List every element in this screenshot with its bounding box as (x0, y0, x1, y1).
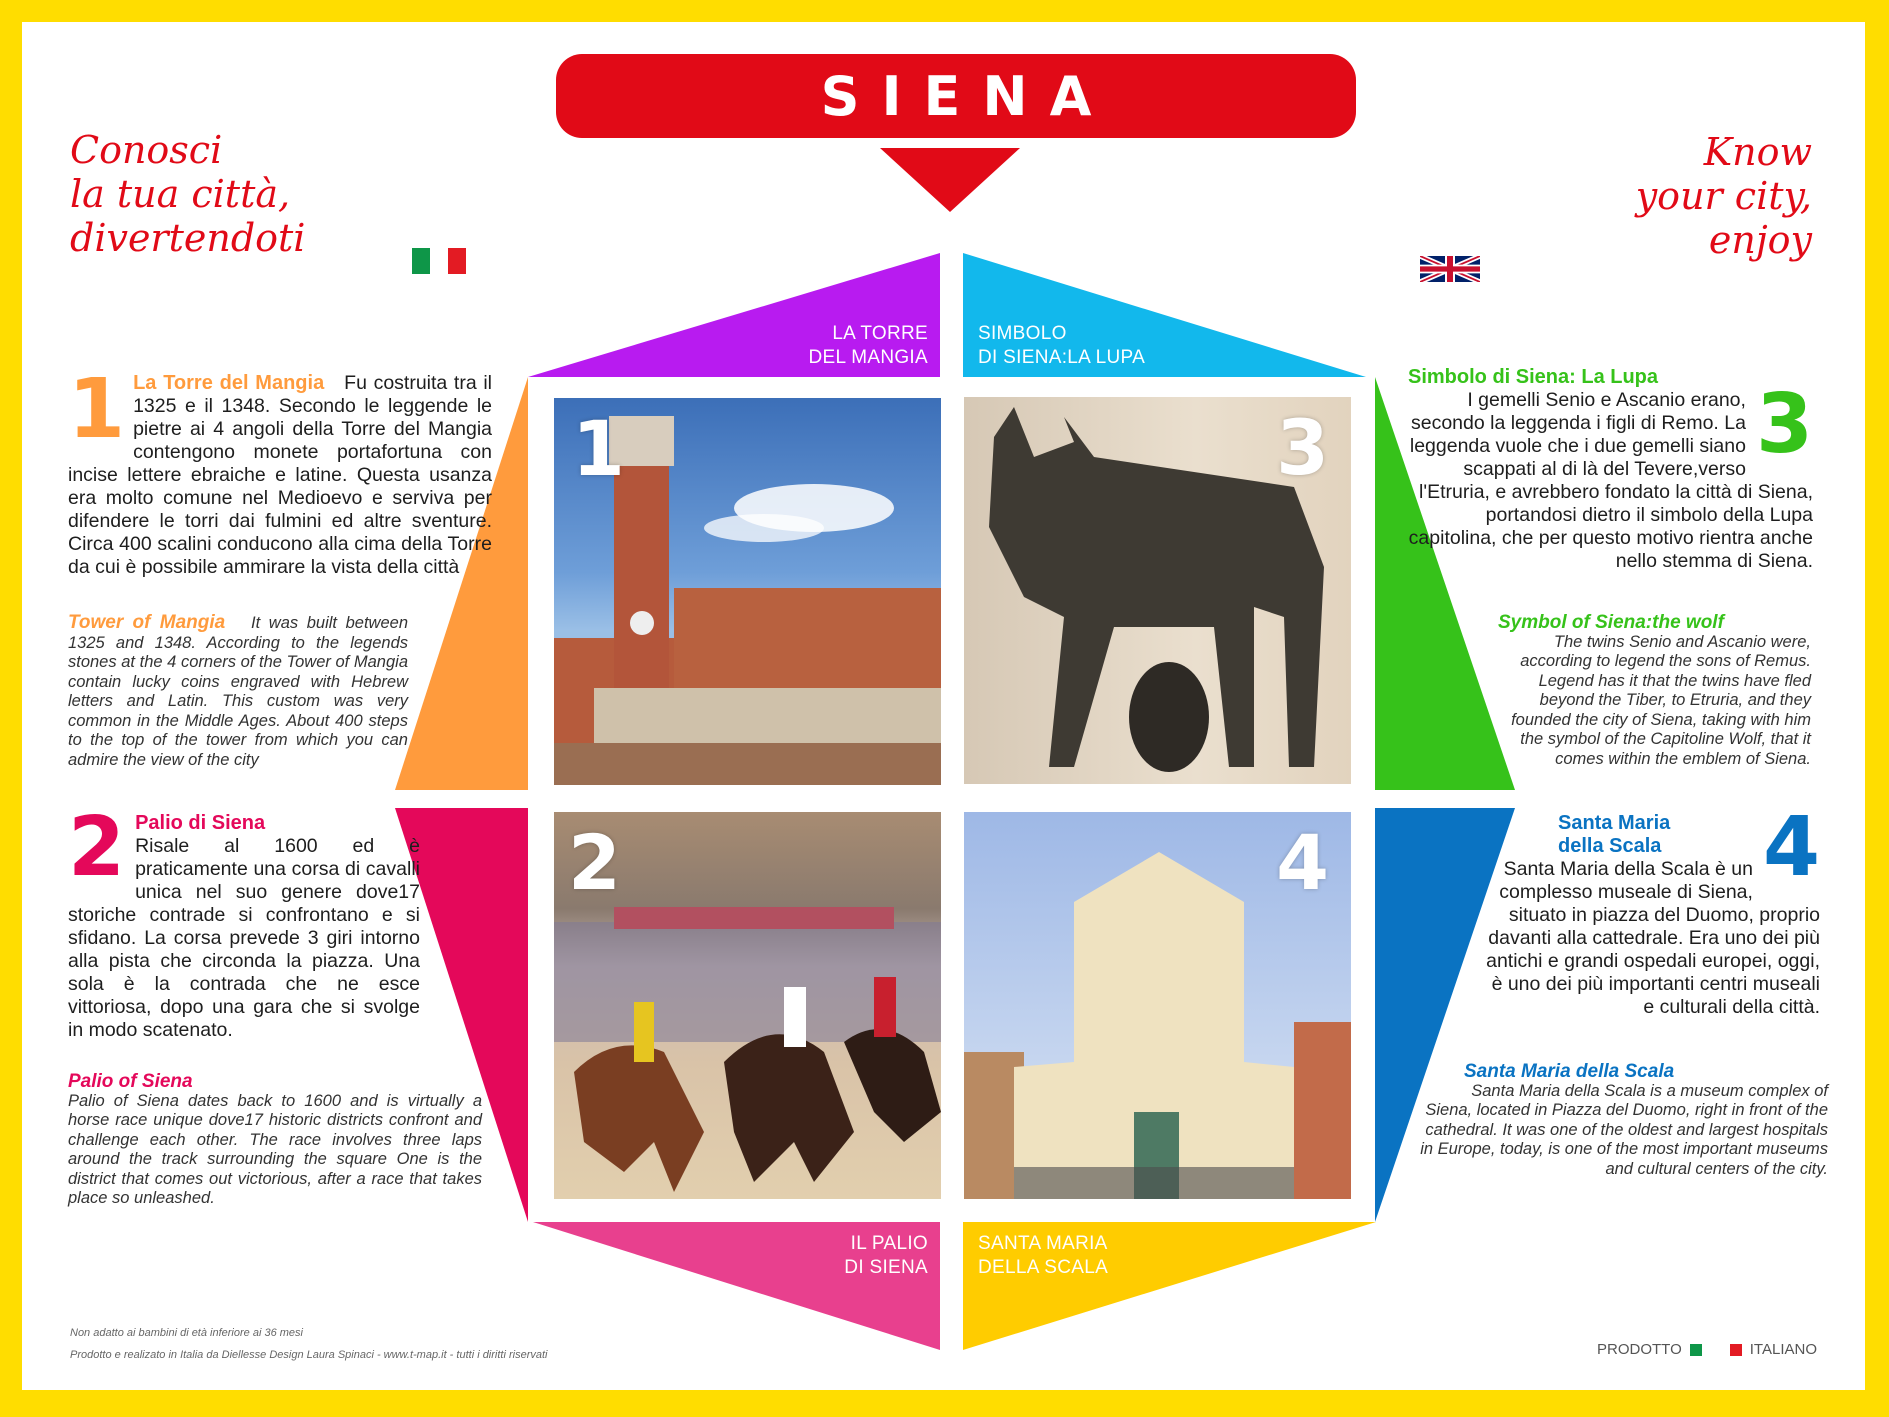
section-4-italian (1480, 800, 1820, 1019)
section-number: 3 (1755, 377, 1813, 472)
photo-number: 1 (572, 404, 625, 493)
segment-label-lupa: SIMBOLO DI SIENA:LA LUPA (978, 323, 1146, 368)
segment-label-torre: LA TORRE DEL MANGIA (808, 323, 928, 368)
italy-white-square-icon (1710, 1344, 1722, 1356)
page-title: SIENA (820, 64, 1114, 128)
section-body: It was built between 1325 and 1348. According to the legends stones at the 4 corners of the Tower of Mangia contain lucky coins engraved with Hebrew letters and Latin. This custom was very common in the Middle Ages. About 400 steps to the top of the tower from which you can admire the view of the city (68, 614, 408, 769)
section-2-english (68, 1072, 482, 1209)
segment-label-palio: IL PALIO DI SIENA (844, 1233, 928, 1278)
section-body: Santa Maria della Scala è un complesso museale di Siena, situato in piazza del Duomo, proprio davanti alla cattedrale. Era uno dei più antichi e grandi ospedali europei, oggi, è uno dei più importanti centri museali e culturali della città. (1486, 858, 1820, 1018)
section-number: 4 (1762, 800, 1820, 895)
tagline-line: la tua città, (70, 172, 291, 216)
section-3-english (1498, 613, 1811, 769)
footer-warning: Non adatto ai bambini di età inferiore ai 36 mesi (70, 1327, 303, 1339)
section-1-english (68, 613, 408, 770)
section-body: I gemelli Senio e Ascanio erano, secondo la leggenda i figli di Remo. La leggenda vuole che i due gemelli siano scappati al di là del Tevere,verso l'Etruria, e avrebbero fondato la città di Siena, portandosi dietro il simbolo della Lupa capitolina, che per questo motivo rientra anche nello stemma di Siena. (1408, 389, 1813, 572)
tagline-line: your city, (1635, 174, 1812, 218)
photo-palio (554, 812, 941, 1199)
section-title: Simbolo di Siena: La Lupa (1408, 366, 1659, 388)
made-in-label: PRODOTTO (1597, 1341, 1682, 1358)
tagline-line: divertendoti (70, 216, 306, 260)
section-body: The twins Senio and Ascanio were, according to legend the sons of Remus. Legend has it that the twins have fled beyond the Tiber, to Etruria, and they founded the city of Siena, taking with him the symbol of the Capitoline Wolf, that it comes within the emblem of Siena. (1511, 632, 1811, 768)
photo-santa-maria-della-scala (964, 812, 1351, 1199)
section-2-italian (68, 800, 420, 1042)
photo-number: 4 (1276, 818, 1329, 907)
section-4-english (1420, 1062, 1828, 1179)
italy-green-square-icon (1690, 1344, 1702, 1356)
segment-label-santa-maria: SANTA MARIA DELLA SCALA (978, 1233, 1109, 1278)
tagline-line: Conosci (70, 128, 223, 172)
section-title: Palio di Siena (135, 812, 266, 834)
photo-torre-del-mangia (554, 398, 941, 785)
section-1-italian (68, 362, 492, 579)
section-title: Tower of Mangia (68, 612, 226, 633)
section-number: 1 (68, 362, 126, 457)
section-title: Santa Maria della Scala (1464, 1061, 1675, 1082)
section-title: Symbol of Siena:the wolf (1498, 612, 1724, 633)
section-body: Santa Maria della Scala is a museum complex of Siena, located in Piazza del Duomo, right in front of the cathedral. It was one of the oldest and largest hospitals in Europe, today, is one of the most important museums and cultural centers of the city. (1420, 1081, 1828, 1178)
footer-credits: Prodotto e realizato in Italia da Diellesse Design Laura Spinaci - www.t-map.it - tutti i diritti riservati (70, 1349, 548, 1361)
section-title: Palio of Siena (68, 1071, 193, 1092)
section-number: 2 (68, 800, 126, 895)
section-body: Risale al 1600 ed è praticamente una corsa di cavalli unica nel suo genere dove17 storiche contrade si confrontano e si sfidano. La corsa prevede 3 giri intorno alla pista che circonda la piazza. Una sola è la contrada che ne esce vittoriosa, dopo una gara che si svolge in modo scatenato. (68, 835, 420, 1041)
italy-red-square-icon (1730, 1344, 1742, 1356)
section-body: Fu costruita tra il 1325 e il 1348. Secondo le leggende le pietre ai 4 angoli della Torre del Mangia contengono monete portafortuna con incise lettere ebraiche e latine. Questa usanza era molto comune nel Medioevo e serviva per difendere le torri dai fulmini ed altre sventure. Circa 400 scalini conducono alla cima della Torre da cui è possibile ammirare la vista della città (68, 372, 492, 578)
section-title: La Torre del Mangia (133, 372, 325, 394)
made-in-italy-badge (1597, 1341, 1817, 1358)
tagline-line: Know (1703, 130, 1812, 174)
photo-number: 2 (568, 818, 621, 907)
made-in-label: ITALIANO (1749, 1341, 1817, 1358)
photo-capitoline-wolf (964, 397, 1351, 784)
section-3-italian (1408, 366, 1813, 573)
photo-number: 3 (1276, 403, 1329, 492)
section-title: Santa Maria della Scala (1558, 812, 1671, 857)
tagline-line: enjoy (1708, 218, 1812, 262)
section-body: Palio of Siena dates back to 1600 and is virtually a horse race unique dove17 historic districts confront and challenge each other. The race involves three laps around the track surrounding the square One is the district that comes out victorious, after a race that takes place so unleashed. (68, 1091, 482, 1207)
